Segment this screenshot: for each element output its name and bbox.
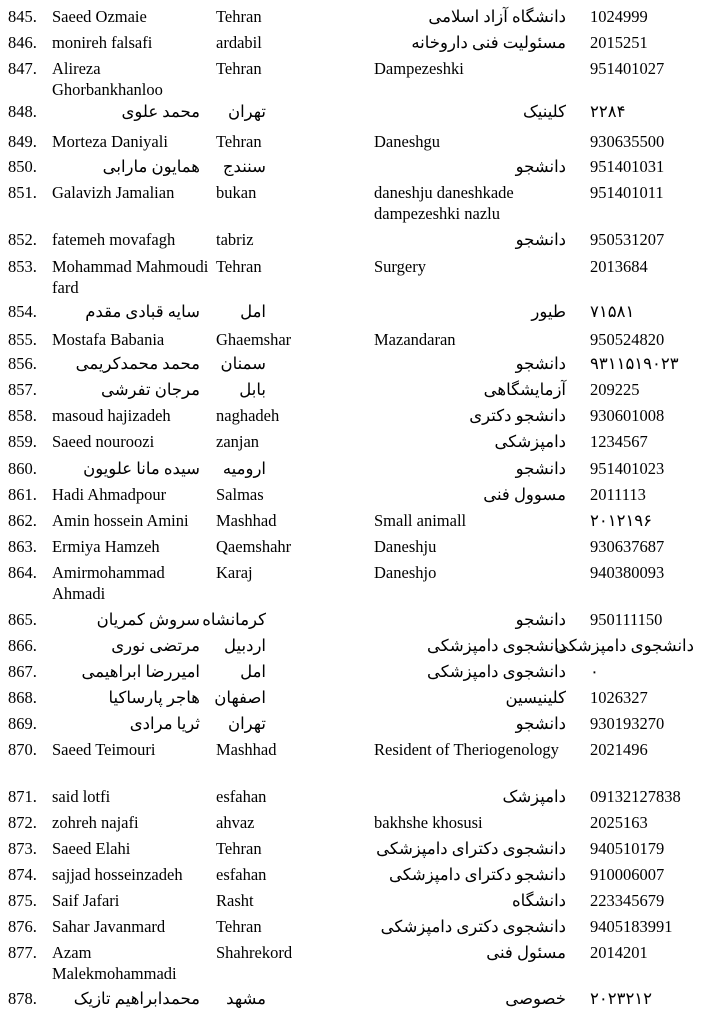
- row-code: 1234567: [590, 432, 648, 451]
- row-name: Amin hossein Amini: [52, 511, 189, 530]
- row-city: سمنان: [220, 354, 266, 373]
- row-number: 878.: [8, 989, 37, 1008]
- row-field: Resident of Theriogenology: [374, 740, 559, 759]
- row-number: 877.: [8, 943, 37, 962]
- row-number: 850.: [8, 157, 37, 176]
- row-city: Karaj: [216, 563, 253, 582]
- row-number: 871.: [8, 787, 37, 806]
- row-city: Mashhad: [216, 511, 277, 530]
- row-name: Morteza Daniyali: [52, 132, 168, 151]
- row-name: Saeed Elahi: [52, 839, 131, 858]
- row-number: 875.: [8, 891, 37, 910]
- row-name: مرجان تفرشی: [100, 380, 200, 399]
- row-number: 869.: [8, 714, 37, 733]
- row-name: سایه قبادی مقدم: [85, 302, 200, 321]
- row-number: 860.: [8, 459, 37, 478]
- row-number: 872.: [8, 813, 37, 832]
- row-city: Tehran: [216, 257, 262, 276]
- row-name: Saeed Ozmaie: [52, 7, 147, 26]
- row-name: Sahar Javanmard: [52, 917, 166, 936]
- row-number: 862.: [8, 511, 37, 530]
- row-field: دانشگاه آزاد اسلامی: [428, 7, 566, 26]
- row-field: Small animall: [374, 511, 467, 530]
- row-field: دامپزشک: [502, 787, 566, 806]
- row-number: 859.: [8, 432, 37, 451]
- row-code: 950524820: [590, 330, 665, 349]
- row-field: دانشجو دکتری: [469, 406, 566, 425]
- row-name: Azam Malekmohammadi: [52, 943, 177, 983]
- row-field: خصوصی: [505, 989, 566, 1008]
- row-city: تهران: [227, 102, 266, 121]
- row-number: 873.: [8, 839, 37, 858]
- row-code: 2014201: [590, 943, 648, 962]
- row-name: Mohammad Mahmoudi fard: [52, 257, 209, 297]
- row-name: sajjad hosseinzadeh: [52, 865, 183, 884]
- row-name: Hadi Ahmadpour: [52, 485, 167, 504]
- row-field: Dampezeshki: [374, 59, 464, 78]
- row-code: 2021496: [590, 740, 648, 759]
- row-city: Tehran: [216, 7, 262, 26]
- row-code: 209225: [590, 380, 640, 399]
- row-number: 858.: [8, 406, 37, 425]
- row-field: دانشجوی دامپزشکی: [426, 662, 566, 681]
- row-code: 950111150: [590, 610, 663, 629]
- row-code: 951401031: [590, 157, 665, 176]
- row-name: fatemeh movafagh: [52, 230, 176, 249]
- row-field: دانشجو: [515, 459, 566, 478]
- row-city: ارومیه: [222, 459, 266, 478]
- row-code: ۲۰۱۲۱۹۶: [590, 511, 653, 530]
- row-field: دانشجو: [515, 157, 566, 176]
- row-field: دانشجو: [515, 610, 566, 629]
- row-name: هاجر پارساکیا: [108, 688, 200, 707]
- row-field: Daneshju: [374, 537, 437, 556]
- row-city: ardabil: [216, 33, 262, 52]
- row-code: 2025163: [590, 813, 648, 832]
- row-city: bukan: [216, 183, 257, 202]
- row-number: 849.: [8, 132, 37, 151]
- row-city: امل: [240, 302, 266, 321]
- row-city: اردبیل: [224, 636, 266, 655]
- row-number: 866.: [8, 636, 37, 655]
- row-code: ۲۲۸۴: [590, 102, 626, 121]
- row-city: Ghaemshar: [216, 330, 292, 349]
- row-name: Saif Jafari: [52, 891, 120, 910]
- row-city: Qaemshahr: [216, 537, 292, 556]
- row-number: 870.: [8, 740, 37, 759]
- row-number: 846.: [8, 33, 37, 52]
- row-field: دانشجوی دامپزشکی: [426, 636, 566, 655]
- row-code: 940510179: [590, 839, 665, 858]
- row-field: دانشجو: [515, 714, 566, 733]
- row-code: 951401023: [590, 459, 665, 478]
- row-name: Galavizh Jamalian: [52, 183, 175, 202]
- row-city: Tehran: [216, 917, 262, 936]
- row-code: 2015251: [590, 33, 648, 52]
- row-number: 865.: [8, 610, 37, 629]
- row-code: 223345679: [590, 891, 665, 910]
- row-city: ahvaz: [216, 813, 255, 832]
- row-name: مرتضی نوری: [111, 636, 200, 655]
- row-name: Mostafa Babania: [52, 330, 165, 349]
- row-code: 9405183991: [590, 917, 673, 936]
- row-field: کلینیسین: [505, 688, 566, 707]
- row-number: 852.: [8, 230, 37, 249]
- row-number: 856.: [8, 354, 37, 373]
- row-code: 910006007: [590, 865, 665, 884]
- row-city: zanjan: [216, 432, 260, 451]
- row-number: 853.: [8, 257, 37, 276]
- row-number: 863.: [8, 537, 37, 556]
- row-name: محمد علوی: [121, 102, 200, 121]
- row-city: کرمانشاه: [202, 610, 266, 629]
- row-name: Alireza Ghorbankhanloo: [52, 59, 163, 99]
- row-name: monireh falsafi: [52, 33, 153, 52]
- row-field: کلینیک: [522, 102, 566, 121]
- row-code: 09132127838: [590, 787, 681, 806]
- row-number: 848.: [8, 102, 37, 121]
- row-field: دانشگاه: [511, 891, 566, 910]
- row-number: 861.: [8, 485, 37, 504]
- row-city: esfahan: [216, 865, 267, 884]
- row-code: ۲۰۲۳۲۱۲: [590, 989, 653, 1008]
- row-city: Mashhad: [216, 740, 277, 759]
- row-code: ۹۳۱۱۵۱۹۰۲۳: [590, 354, 679, 373]
- row-code: 1024999: [590, 7, 648, 26]
- row-city: Shahrekord: [216, 943, 293, 962]
- row-name: سروش کمریان: [96, 610, 200, 629]
- row-field: Surgery: [374, 257, 426, 276]
- row-code: 930635500: [590, 132, 665, 151]
- row-name: همایون مارابی: [102, 157, 200, 176]
- row-field: دانشجو: [515, 230, 566, 249]
- row-city: naghadeh: [216, 406, 280, 425]
- row-field: دانشجو دکترای دامپزشکی: [389, 865, 566, 884]
- row-number: 855.: [8, 330, 37, 349]
- row-number: 868.: [8, 688, 37, 707]
- row-number: 854.: [8, 302, 37, 321]
- row-name: said lotfi: [52, 787, 111, 806]
- row-code: 2011113: [590, 485, 646, 504]
- row-city: Tehran: [216, 839, 262, 858]
- row-number: 874.: [8, 865, 37, 884]
- row-name: Ermiya Hamzeh: [52, 537, 160, 556]
- row-code: 1026327: [590, 688, 648, 707]
- row-number: 847.: [8, 59, 37, 78]
- row-field: daneshju daneshkade dampezeshki nazlu: [374, 183, 514, 223]
- row-code: ۷۱۵۸۱: [590, 302, 635, 321]
- row-name: امیررضا ابراهیمی: [81, 662, 200, 681]
- row-code: 950531207: [590, 230, 665, 249]
- row-city: بابل: [239, 380, 266, 399]
- row-code: 930193270: [590, 714, 665, 733]
- row-code: 930637687: [590, 537, 665, 556]
- row-field: طیور: [531, 302, 566, 321]
- row-number: 864.: [8, 563, 37, 582]
- row-city: Tehran: [216, 59, 262, 78]
- row-city: tabriz: [216, 230, 254, 249]
- row-city: اصفهان: [214, 688, 266, 707]
- row-field: آزمایشگاهی: [483, 380, 566, 399]
- row-city: Rasht: [216, 891, 254, 910]
- row-name: ثریا مرادی: [129, 714, 200, 733]
- row-field: مسئول فنی: [486, 943, 566, 962]
- row-field: Daneshgu: [374, 132, 440, 151]
- row-city: تهران: [227, 714, 266, 733]
- row-number: 867.: [8, 662, 37, 681]
- row-name: zohreh najafi: [52, 813, 139, 832]
- row-field: دانشجو: [515, 354, 566, 373]
- row-field: مسوول فنی: [483, 485, 566, 504]
- row-field: دانشجوی دکترای دامپزشکی: [376, 839, 566, 858]
- row-name: محمد محمدکریمی: [75, 354, 200, 373]
- row-code: 2013684: [590, 257, 648, 276]
- row-name: Amirmohammad Ahmadi: [52, 563, 165, 603]
- row-city: سنندج: [222, 157, 266, 176]
- row-code: 951401011: [590, 183, 664, 202]
- row-name: سیده مانا علویون: [83, 459, 200, 478]
- row-code: 951401027: [590, 59, 665, 78]
- row-city: Tehran: [216, 132, 262, 151]
- row-city: امل: [240, 662, 266, 681]
- row-field: bakhshe khosusi: [374, 813, 483, 832]
- row-number: 845.: [8, 7, 37, 26]
- row-field: Mazandaran: [374, 330, 456, 349]
- row-code: ۰: [590, 662, 599, 681]
- row-number: 851.: [8, 183, 37, 202]
- row-code: 940380093: [590, 563, 665, 582]
- row-field: مسئولیت فنی داروخانه: [411, 33, 566, 52]
- row-code: 930601008: [590, 406, 665, 425]
- row-city: مشهد: [226, 989, 266, 1008]
- row-city: Salmas: [216, 485, 264, 504]
- row-field: دامپزشکی: [494, 432, 566, 451]
- row-number: 876.: [8, 917, 37, 936]
- row-number: 857.: [8, 380, 37, 399]
- row-code: دانشجوی دامپزشکی: [554, 636, 694, 655]
- row-name: masoud hajizadeh: [52, 406, 171, 425]
- row-city: esfahan: [216, 787, 267, 806]
- row-name: Saeed Teimouri: [52, 740, 156, 759]
- row-name: محمدابراهیم تازیک: [73, 989, 200, 1008]
- row-name: Saeed nouroozi: [52, 432, 155, 451]
- row-field: Daneshjo: [374, 563, 437, 582]
- row-field: دانشجوی دکتری دامپزشکی: [380, 917, 566, 936]
